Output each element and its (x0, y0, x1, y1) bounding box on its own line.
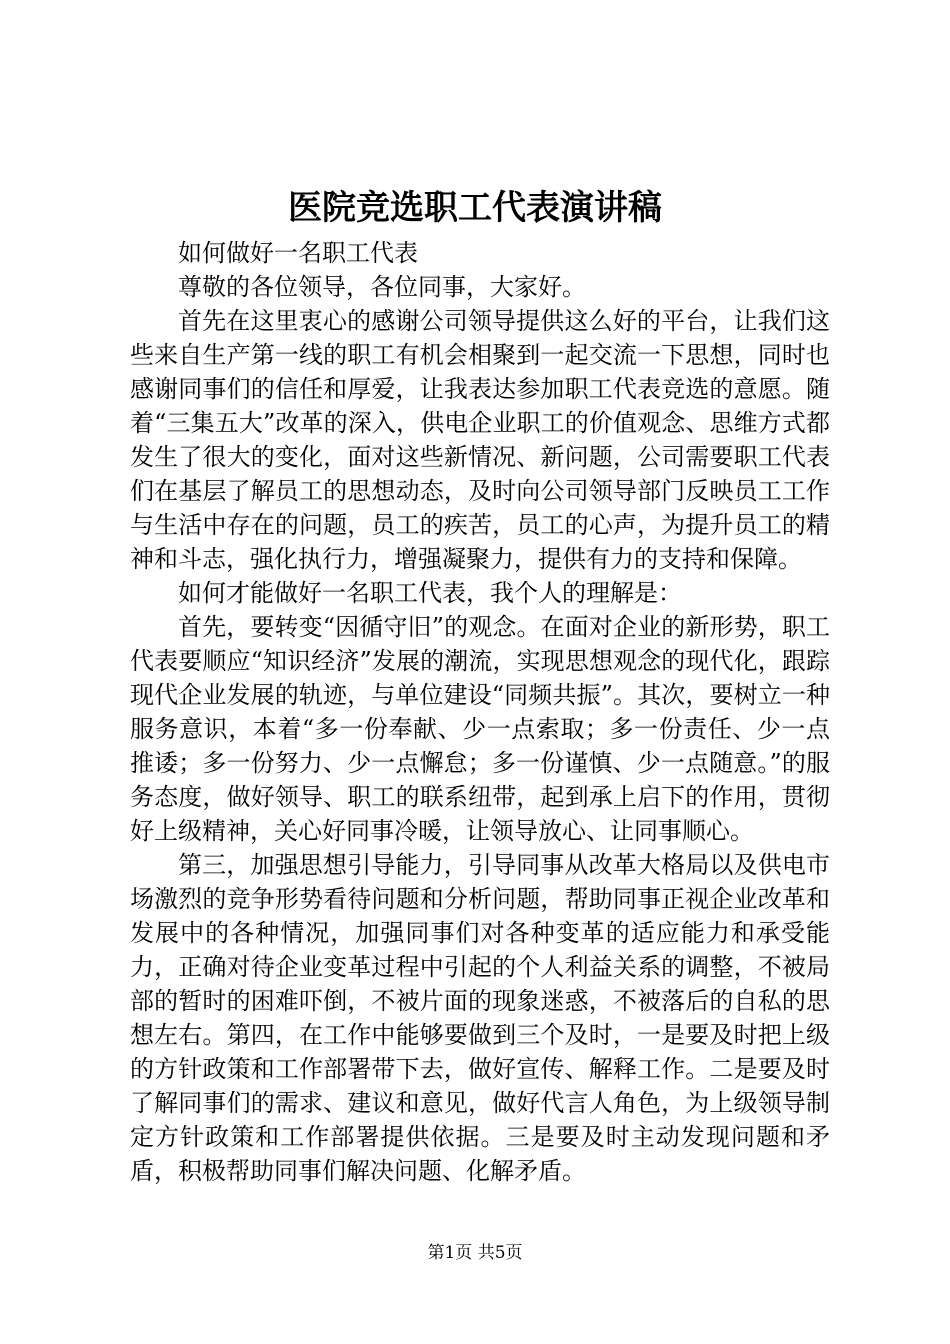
document-body (130, 236, 830, 1188)
paragraph-greeting: 尊敬的各位领导，各位同事，大家好。 (178, 273, 586, 301)
paragraph-third-fourth-points: 第三，加强思想引导能力，引导同事从改革大格局以及供电市场激烈的竞争形势看待问题和分析问题，帮助同事正视企业改革和发展中的各种情况，加强同事们对各种变革的适应能力和承受能力，正确对待企业变革过程中引起的个人利益关系的调整，不被局部的暂时的困难吓倒，不被片面的现象迷惑，不被落后的自私的思想左右。第四，在工作中能够要做到三个及时，一是要及时把上级的方针政策和工作部署带下去，做好宣传、解释工作。二是要及时了解同事们的需求、建议和意见，做好代言人角色，为上级领导制定方针政策和工作部署提供依据。三是要及时主动发现问题和矛盾，积极帮助同事们解决问题、化解矛盾。 (130, 851, 830, 1185)
page-number-footer: 第1页 共5页 (427, 1243, 523, 1263)
paragraph-introduction: 首先在这里衷心的感谢公司领导提供这么好的平台，让我们这些来自生产第一线的职工有机会相聚到一起交流一下思想，同时也感谢同事们的信任和厚爱，让我表达参加职工代表竞选的意愿。随着“三集五大”改革的深入，供电企业职工的价值观念、思维方式都发生了很大的变化，面对这些新情况、新问题，公司需要职工代表们在基层了解员工的思想动态，及时向公司领导部门反映员工工作与生活中存在的问题，员工的疾苦，员工的心声，为提升员工的精神和斗志，强化执行力，增强凝聚力，提供有力的支持和保障。 (130, 307, 830, 573)
page-title: 医院竞选职工代表演讲稿 (288, 188, 662, 228)
paragraph-understanding-intro: 如何才能做好一名职工代表，我个人的理解是： (178, 579, 682, 607)
paragraph-subtitle: 如何做好一名职工代表 (178, 239, 418, 267)
paragraph-first-second-points: 首先，要转变“因循守旧”的观念。在面对企业的新形势，职工代表要顺应“知识经济”发展的潮流，实现思想观念的现代化，跟踪现代企业发展的轨迹，与单位建设“同频共振”。其次，要树立一种服务意识，本着“多一份奉献、少一点索取；多一份责任、少一点推诿；多一份努力、少一点懈怠；多一份谨慎、少一点随意。”的服务态度，做好领导、职工的联系纽带，起到承上启下的作用，贯彻好上级精神，关心好同事冷暖，让领导放心、让同事顺心。 (130, 613, 830, 845)
